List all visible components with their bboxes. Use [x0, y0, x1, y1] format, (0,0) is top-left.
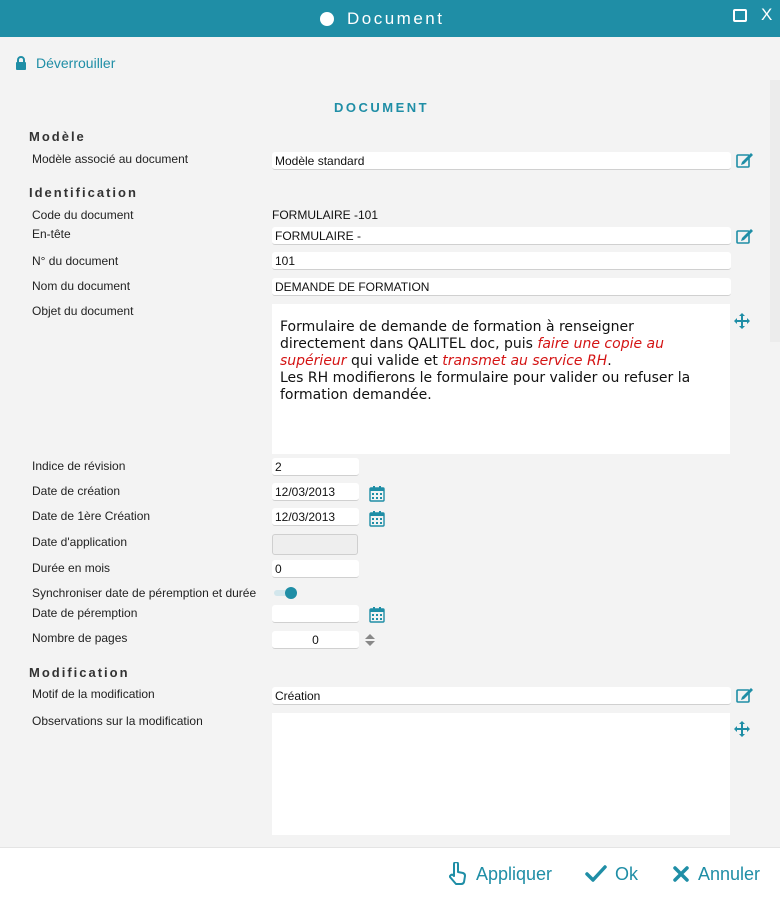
window-status-dot	[320, 12, 334, 26]
cancel-button[interactable]	[672, 860, 760, 888]
close-button[interactable]: X	[761, 5, 773, 24]
label-duree: Durée en mois	[32, 561, 111, 575]
motif-field[interactable]: Création	[272, 687, 731, 705]
unlock-button[interactable]	[15, 55, 115, 71]
expand-icon[interactable]	[733, 720, 751, 738]
check-icon	[585, 864, 607, 884]
apply-label: Appliquer	[476, 863, 553, 884]
lock-icon	[15, 56, 27, 70]
scrollbar[interactable]	[770, 80, 780, 342]
cross-icon	[672, 865, 690, 883]
label-date-peremption: Date de péremption	[32, 606, 138, 620]
dialog-footer	[0, 847, 780, 907]
apply-button[interactable]	[446, 860, 552, 888]
form-title: DOCUMENT	[334, 100, 430, 115]
unlock-label: Déverrouiller	[36, 55, 116, 71]
section-title-modification: Modification	[29, 665, 130, 680]
expand-icon[interactable]	[733, 312, 751, 330]
nombre-pages-field[interactable]: 0	[272, 631, 359, 649]
maximize-button[interactable]	[733, 9, 747, 22]
objet-text: Formulaire de demande de formation à renseigner directement dans QALITEL doc, puis	[280, 319, 634, 352]
synchroniser-toggle[interactable]	[272, 587, 298, 599]
label-indice: Indice de révision	[32, 459, 126, 473]
label-objet: Objet du document	[32, 304, 134, 318]
label-date-1ere-creation: Date de 1ère Création	[32, 509, 151, 523]
pointer-hand-icon	[446, 862, 468, 886]
date-creation-field[interactable]: 12/03/2013	[272, 483, 359, 501]
label-nom: Nom du document	[32, 279, 131, 293]
label-entete: En-tête	[32, 227, 71, 241]
edit-icon[interactable]	[736, 687, 754, 703]
edit-icon[interactable]	[736, 152, 754, 168]
calendar-icon[interactable]	[369, 511, 385, 527]
entete-field[interactable]: FORMULAIRE -	[272, 227, 731, 245]
spinner-arrows-icon[interactable]	[364, 633, 376, 647]
edit-icon[interactable]	[736, 228, 754, 244]
objet-text: Les RH modifierons le formulaire pour valider ou refuser la formation demandée.	[280, 370, 691, 403]
numero-field[interactable]: 101	[272, 252, 731, 270]
calendar-icon[interactable]	[369, 607, 385, 623]
objet-text: qui valide et	[346, 353, 443, 369]
date-application-field	[272, 534, 358, 555]
toolbar	[0, 37, 780, 80]
label-observations: Observations sur la modification	[32, 714, 203, 728]
label-date-application: Date d'application	[32, 535, 128, 549]
date-peremption-field[interactable]	[272, 605, 359, 623]
ok-label: Ok	[615, 863, 639, 884]
duree-field[interactable]: 0	[272, 560, 359, 578]
label-date-creation: Date de création	[32, 484, 121, 498]
section-title-modele: Modèle	[29, 129, 86, 144]
toggle-knob	[285, 587, 297, 599]
observations-textarea[interactable]	[272, 713, 730, 835]
nom-field[interactable]: DEMANDE DE FORMATION	[272, 278, 731, 296]
window-titlebar	[0, 0, 780, 37]
label-synchroniser: Synchroniser date de péremption et durée	[32, 586, 257, 600]
objet-highlight-copie: faire une copie au supérieur	[280, 336, 664, 369]
modele-associe-field[interactable]: Modèle standard	[272, 152, 731, 170]
objet-textarea[interactable]	[272, 304, 730, 454]
indice-field[interactable]: 2	[272, 458, 359, 476]
label-nombre-pages: Nombre de pages	[32, 631, 128, 645]
label-motif: Motif de la modification	[32, 687, 155, 701]
cancel-label: Annuler	[698, 863, 761, 884]
section-title-identification: Identification	[29, 185, 138, 200]
calendar-icon[interactable]	[369, 486, 385, 502]
label-numero: N° du document	[32, 254, 119, 268]
code-value: FORMULAIRE -101	[272, 208, 379, 222]
objet-text: .	[607, 353, 612, 369]
objet-highlight-rh: transmet au service RH	[442, 353, 608, 369]
label-code: Code du document	[32, 208, 134, 222]
label-modele-associe: Modèle associé au document	[32, 152, 189, 166]
ok-button[interactable]	[585, 860, 638, 888]
date-1ere-creation-field[interactable]: 12/03/2013	[272, 508, 359, 526]
window-title: Document	[347, 9, 445, 28]
